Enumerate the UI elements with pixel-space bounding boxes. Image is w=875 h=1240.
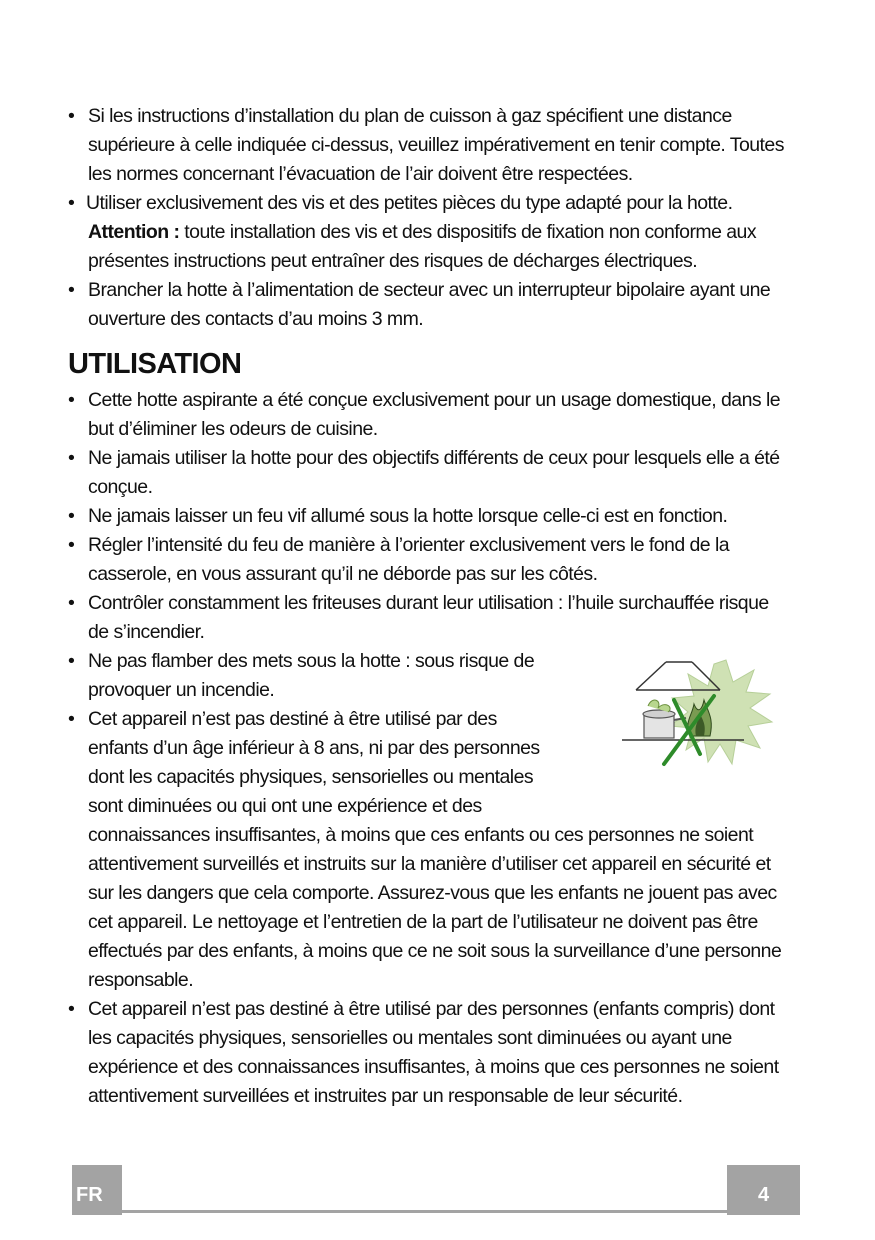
list-item: [68, 386, 788, 444]
bullet: •: [68, 998, 75, 1020]
bullet: •: [68, 505, 75, 527]
item-text: Brancher la hotte à l’alimentation de secteur avec un interrupteur bipolaire ayant une ouverture des contacts d’au moins 3 mm.: [88, 279, 771, 330]
list-item: [68, 502, 788, 531]
section-title: UTILISATION: [68, 348, 242, 380]
page-number: 4: [757, 1184, 770, 1206]
item-text: Contrôler constamment les friteuses durant leur utilisation : l’huile surchauffée risque de s’incendier.: [88, 592, 769, 643]
bullet: •: [68, 389, 75, 411]
page-body: [68, 102, 788, 1111]
item-text: Cet appareil n’est pas destiné à être utilisé par des enfants d’un âge inférieur à 8 ans, ni par des personnes dont les capacités physiques, sensorielles ou mentales sont diminuées ou qui ont une expérience et des connaissances insuffisantes, à moins que ces enfants ou ces personnes ne soient attentivement surveillés et instruits sur la manière d’utiliser cet appareil en sécurité et sur les dangers que cela comporte. Assurez-vous que les enfants ne jouent pas avec cet appareil. Le nettoyage et l’entretien de la part de l’utilisateur ne doivent pas être effectués par des enfants, à moins que ce ne soit sous la surveillance d’une personne responsable.: [88, 708, 782, 991]
no-flambe-under-hood-icon: [618, 656, 778, 768]
item-text: Cette hotte aspirante a été conçue exclusivement pour un usage domestique, dans le but d’éliminer les odeurs de cuisine.: [88, 389, 781, 440]
bullet: •: [68, 592, 75, 614]
item-text: Ne jamais laisser un feu vif allumé sous la hotte lorsque celle-ci est en fonction.: [88, 505, 728, 527]
item-text: Régler l’intensité du feu de manière à l’orienter exclusivement vers le fond de la casserole, en vous assurant qu’il ne déborde pas sur les côtés.: [88, 534, 730, 585]
list-item: [68, 102, 788, 189]
list-item: [68, 444, 788, 502]
attention-note: [86, 218, 788, 276]
list-item: [68, 531, 788, 589]
list-item: [68, 589, 788, 647]
bullet: •: [68, 650, 75, 672]
bullet: •: [68, 192, 75, 214]
item-text: Utiliser exclusivement des vis et des petites pièces du type adapté pour la hotte.: [86, 192, 733, 214]
bullet: •: [68, 534, 75, 556]
language-label: FR: [76, 1184, 103, 1206]
page-number-tab: [727, 1165, 800, 1215]
installation-list: [68, 102, 788, 334]
item-text: Si les instructions d’installation du plan de cuisson à gaz spécifient une distance supérieure à celle indiquée ci-dessus, veuillez impérativement en tenir compte. Toutes les normes concernant l’évacuation de l’air doivent être respectées.: [88, 105, 784, 185]
bullet: •: [68, 105, 75, 127]
bullet: •: [68, 447, 75, 469]
glow-burst: [670, 660, 772, 764]
attention-label: Attention :: [88, 221, 180, 243]
bullet: •: [68, 279, 75, 301]
list-item: [68, 995, 788, 1111]
language-tab: [72, 1165, 122, 1215]
attention-text: toute installation des vis et des dispositifs de fixation non conforme aux présentes instructions peut entraîner des risques de décharges électriques.: [88, 221, 757, 272]
item-text: Ne pas flamber des mets sous la hotte : sous risque de provoquer un incendie.: [88, 650, 535, 701]
list-item: [68, 189, 788, 276]
item-text: Ne jamais utiliser la hotte pour des objectifs différents de ceux pour lesquels elle a été conçue.: [88, 447, 780, 498]
item-text: Cet appareil n’est pas destiné à être utilisé par des personnes (enfants compris) dont les capacités physiques, sensorielles ou mentales sont diminuées ou ayant une expérience et des connaissances insuffisantes, à moins que ces personnes ne soient attentivement surveillées et instruites par un responsable de leur sécurité.: [88, 998, 779, 1107]
list-item: [68, 276, 788, 334]
bullet: •: [68, 708, 75, 730]
footer-rule: [122, 1210, 727, 1213]
